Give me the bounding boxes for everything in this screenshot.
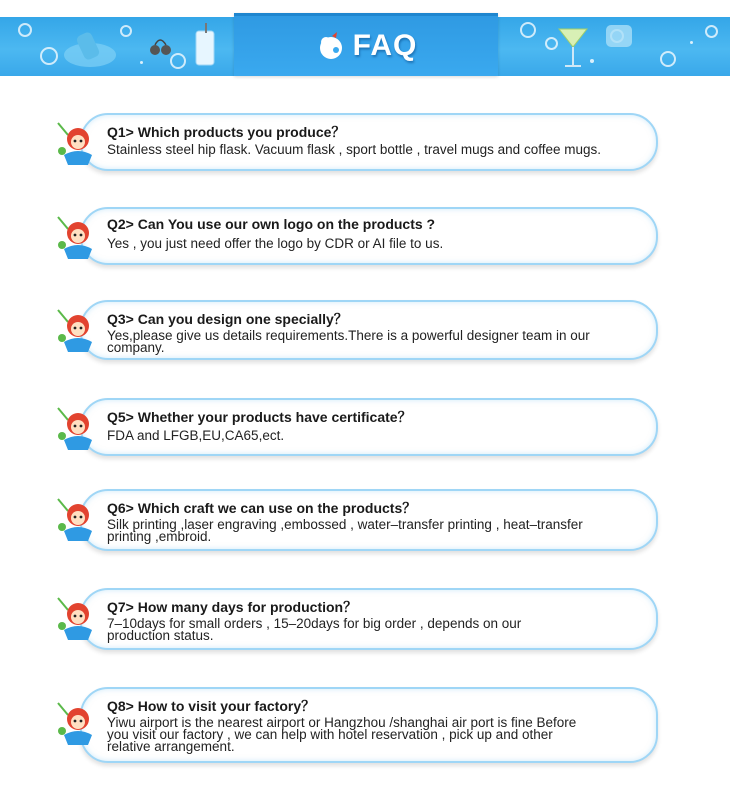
- bottle-splash-icon: [60, 27, 120, 71]
- faq-item: [52, 300, 658, 360]
- faq-answer: 7–10days for small orders , 15–20days for big order , depends on our production status.: [107, 616, 522, 643]
- bubble-decoration: [520, 22, 536, 38]
- faq-question: Q2> Can You use our own logo on the products ?: [107, 216, 436, 232]
- faq-answer: FDA and LFGB,EU,CA65,ect.: [107, 428, 285, 443]
- dot-decoration: [690, 41, 693, 44]
- bubble-decoration: [705, 25, 718, 38]
- ice-cube-icon: [602, 21, 638, 51]
- faq-logo-icon: [315, 30, 347, 62]
- cup-icon: [192, 23, 218, 69]
- mascot-icon: [52, 121, 100, 169]
- faq-question: Q1> Which products you produce？: [107, 124, 346, 140]
- bubble-decoration: [40, 47, 58, 65]
- faq-item: [52, 588, 658, 650]
- faq-item: [52, 398, 658, 456]
- faq-answer: Silk printing ,laser engraving ,embossed , water–transfer printing , heat–transfer printing ,embroid.: [107, 517, 583, 544]
- mascot-icon: [52, 701, 100, 749]
- mascot-icon: [52, 215, 100, 263]
- faq-question: Q6> Which craft we can use on the products？: [107, 500, 417, 516]
- bubble-decoration: [660, 51, 676, 67]
- mascot-icon: [52, 308, 100, 356]
- faq-item: [52, 207, 658, 265]
- faq-item: [52, 489, 658, 551]
- faq-question: Q8> How to visit your factory？: [107, 698, 316, 714]
- faq-answer: Yiwu airport is the nearest airport or Hangzhou /shanghai air port is fine Before you visit our factory , we can help with hotel reservation , pick up and other relative arrangement.: [107, 715, 577, 754]
- faq-answer: Yes , you just need offer the logo by CDR or AI file to us.: [107, 236, 444, 251]
- faq-title-box: [234, 13, 498, 76]
- faq-item: [52, 113, 658, 171]
- cocktail-glass-icon: [556, 21, 590, 71]
- mascot-icon: [52, 406, 100, 454]
- dot-decoration: [140, 61, 143, 64]
- bubble-decoration: [18, 23, 32, 37]
- faq-question: Q3> Can you design one specially？: [107, 311, 348, 327]
- cherry-icon: [148, 35, 174, 57]
- faq-answer: Stainless steel hip flask. Vacuum flask , sport bottle , travel mugs and coffee mugs.: [107, 142, 601, 157]
- faq-item: [52, 687, 658, 763]
- faq-answer: Yes,please give us details requirements.There is a powerful designer team in our company.: [107, 328, 590, 355]
- bubble-decoration: [120, 25, 132, 37]
- page-title: FAQ: [352, 29, 418, 62]
- faq-question: Q5> Whether your products have certificate？: [107, 409, 412, 425]
- mascot-icon: [52, 497, 100, 545]
- mascot-icon: [52, 596, 100, 644]
- dot-decoration: [590, 59, 594, 63]
- faq-question: Q7> How many days for production？: [107, 599, 358, 615]
